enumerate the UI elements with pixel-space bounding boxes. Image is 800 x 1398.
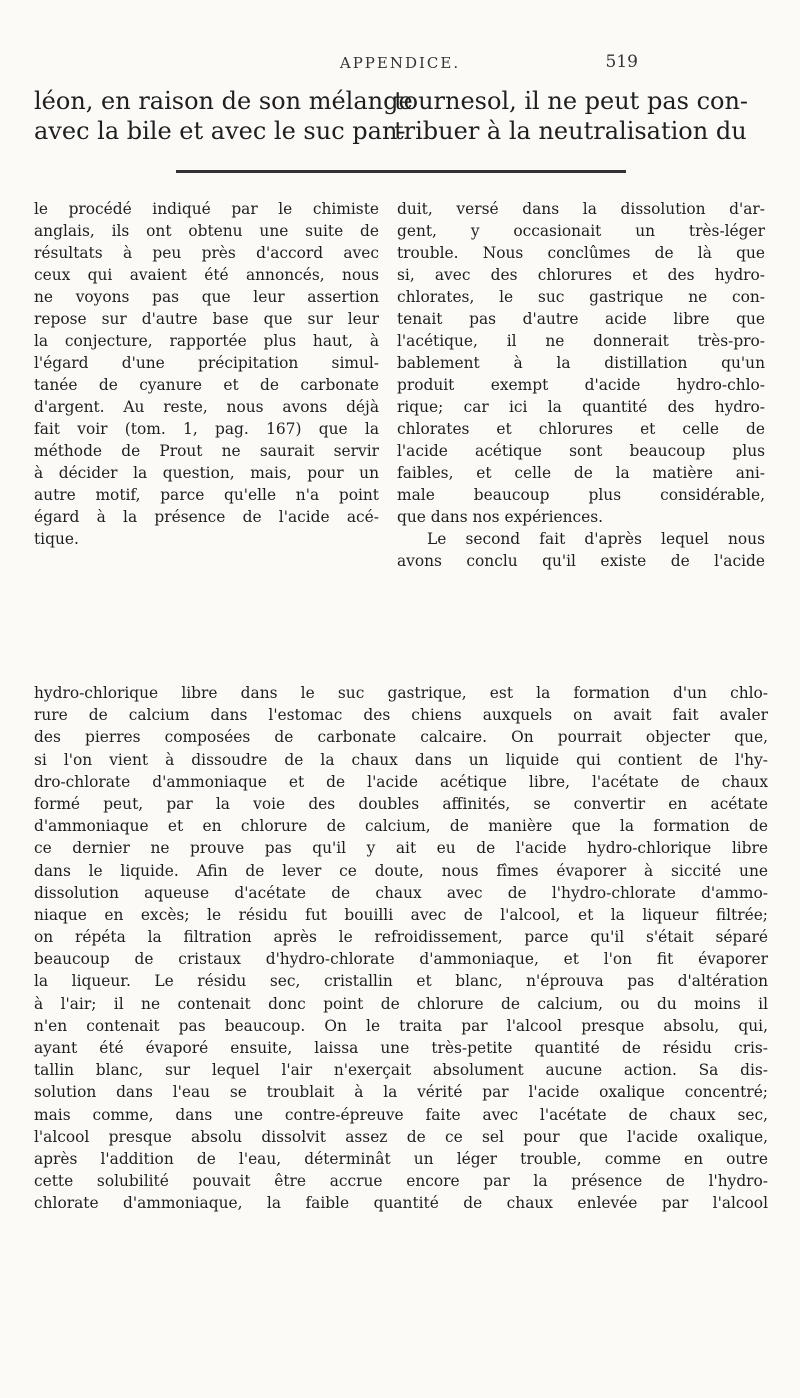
text-line: niaque en excès; le résidu fut bouilli avec de l'alcool, et la liqueur filtrée;: [34, 905, 768, 924]
text-line: ceux qui avaient été annoncés, nous: [34, 266, 379, 284]
text-line: ayant été évaporé ensuite, laissa une très-petite quantité de résidu cris-: [34, 1039, 768, 1057]
text-line: égard à la présence de l'acide acé-: [34, 508, 379, 526]
text-line: cette solubilité pouvait être accrue encore par la présence de l'hydro-: [34, 1172, 768, 1191]
text-line: chlorate d'ammoniaque, la faible quantité de chaux enlevée par l'alcool: [34, 1194, 768, 1213]
text-line: avec la bile et avec le suc pan-: [34, 117, 406, 145]
text-line: produit exempt d'acide hydro-chlo-: [397, 376, 765, 394]
text-line: solution dans l'eau se troublait à la vérité par l'acide oxalique concentré;: [34, 1083, 768, 1102]
top-text-block: [34, 86, 764, 156]
text-line: dans le liquide. Afin de lever ce doute, nous fîmes évaporer à siccité une: [34, 861, 768, 880]
text-line: autre motif, parce qu'elle n'a point: [34, 486, 379, 504]
text-line: dissolution aqueuse d'acétate de chaux avec de l'hydro-chlorate d'ammo-: [34, 883, 768, 902]
left-column: [34, 198, 379, 550]
text-line: trouble. Nous conclûmes de là que: [397, 244, 765, 262]
text-line: Le second fait d'après lequel nous: [427, 530, 765, 548]
text-line: la conjecture, rapportée plus haut, à: [34, 332, 379, 350]
text-line: des pierres composées de carbonate calcaire. On pourrait objecter que,: [34, 728, 768, 747]
text-line: après l'addition de l'eau, déterminât un léger trouble, comme en outre: [34, 1149, 768, 1168]
text-line: si l'on vient à dissoudre de la chaux dans un liquide qui contient de l'hy-: [34, 750, 768, 769]
text-line: tenait pas d'autre acide libre que: [397, 310, 765, 328]
text-line: tournesol, il ne peut pas con-: [394, 87, 749, 115]
text-line: tanée de cyanure et de carbonate: [34, 376, 379, 394]
text-line: ne voyons pas que leur assertion: [34, 288, 379, 306]
text-line: à l'air; il ne contenait donc point de chlorure de calcium, ou du moins il: [34, 994, 768, 1013]
text-line: tique.: [34, 530, 79, 548]
text-line: duit, versé dans la dissolution d'ar-: [397, 200, 765, 218]
text-line: on répéta la filtration après le refroidissement, parce qu'il s'était séparé: [34, 928, 768, 947]
text-line: chlorates, le suc gastrique ne con-: [397, 288, 765, 306]
text-line: faibles, et celle de la matière ani-: [397, 464, 765, 482]
text-line: d'ammoniaque et en chlorure de calcium, de manière que la formation de: [34, 817, 768, 836]
full-width-paragraph: [34, 682, 768, 1215]
text-line: mais comme, dans une contre-épreuve faite avec l'acétate de chaux sec,: [34, 1105, 768, 1124]
text-line: tallin blanc, sur lequel l'air n'exerçait absolument aucune action. Sa dis-: [34, 1061, 768, 1080]
text-line: chlorates et chlorures et celle de: [397, 420, 765, 438]
right-column: [397, 198, 765, 572]
text-line: beaucoup de cristaux d'hydro-chlorate d'ammoniaque, et l'on fit évaporer: [34, 950, 768, 969]
text-line: l'alcool presque absolu dissolvit assez de ce sel pour que l'acide oxalique,: [34, 1127, 768, 1146]
text-line: le procédé indiqué par le chimiste: [34, 200, 379, 218]
text-line: rure de calcium dans l'estomac des chiens auxquels on avait fait avaler: [34, 706, 768, 725]
page-number: 519: [605, 52, 638, 72]
text-line: male beaucoup plus considérable,: [397, 486, 765, 504]
running-head: APPENDICE.: [339, 54, 461, 72]
separator-rule: [176, 170, 626, 173]
text-line: l'égard d'une précipitation simul-: [34, 354, 379, 372]
text-line: ce dernier ne prouve pas qu'il y ait eu de l'acide hydro-chlorique libre: [34, 839, 768, 858]
text-line: léon, en raison de son mélange: [34, 87, 413, 115]
text-line: avons conclu qu'il existe de l'acide: [397, 552, 765, 570]
text-line: à décider la question, mais, pour un: [34, 464, 379, 482]
text-line: l'acide acétique sont beaucoup plus: [397, 442, 765, 460]
text-line: dro-chlorate d'ammoniaque et de l'acide acétique libre, l'acétate de chaux: [34, 772, 768, 791]
text-line: méthode de Prout ne saurait servir: [34, 442, 379, 460]
text-line: rique; car ici la quantité des hydro-: [397, 398, 765, 416]
text-line: n'en contenait pas beaucoup. On le traita par l'alcool presque absolu, qui,: [34, 1016, 768, 1035]
text-line: repose sur d'autre base que sur leur: [34, 310, 379, 328]
text-line: gent, y occasionait un très-léger: [397, 222, 765, 240]
text-line: que dans nos expériences.: [397, 508, 604, 526]
text-line: d'argent. Au reste, nous avons déjà: [34, 398, 379, 416]
text-line: bablement à la distillation qu'un: [397, 354, 765, 372]
top-right-column: [394, 86, 748, 146]
text-line: si, avec des chlorures et des hydro-: [397, 266, 765, 284]
top-left-column: [34, 86, 413, 146]
text-line: résultats à peu près d'accord avec: [34, 244, 379, 262]
text-line: la liqueur. Le résidu sec, cristallin et blanc, n'éprouva pas d'altération: [34, 972, 768, 991]
text-line: hydro-chlorique libre dans le suc gastrique, est la formation d'un chlo-: [34, 684, 768, 702]
text-line: fait voir (tom. 1, pag. 167) que la: [34, 420, 379, 438]
text-line: formé peut, par la voie des doubles affinités, se convertir en acétate: [34, 794, 768, 813]
text-line: anglais, ils ont obtenu une suite de: [34, 222, 379, 240]
page-header: [0, 50, 800, 80]
text-line: l'acétique, il ne donnerait très-pro-: [397, 332, 765, 350]
text-line: tribuer à la neutralisation du: [394, 117, 747, 145]
